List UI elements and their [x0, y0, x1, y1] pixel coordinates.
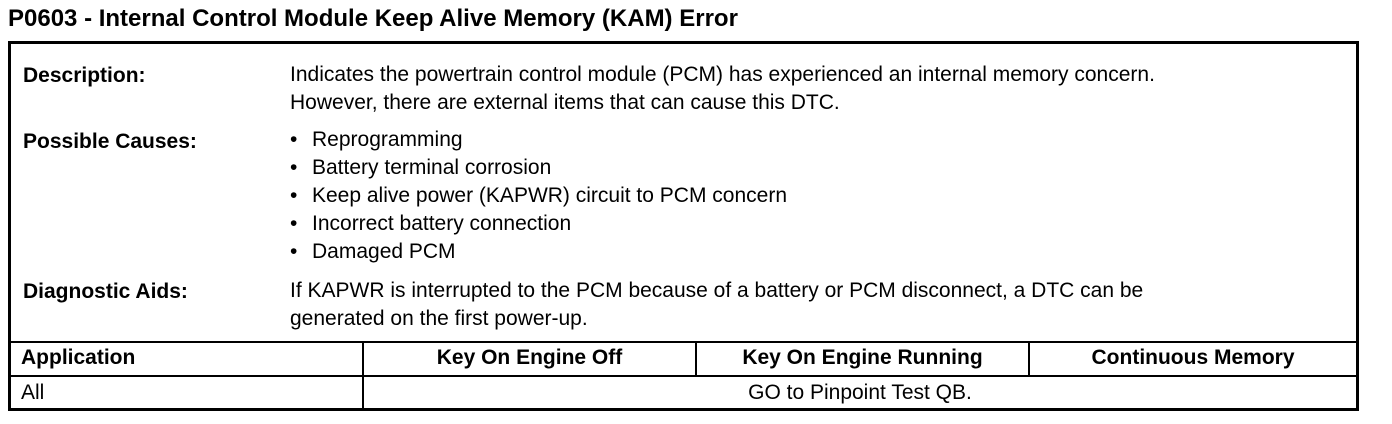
cause-item: • Reprogramming	[290, 126, 787, 154]
pinpoint-test-instruction: GO to Pinpoint Test QB.	[748, 381, 972, 404]
diagnostic-aids-text	[290, 277, 1143, 333]
possible-causes-label: Possible Causes:	[23, 130, 197, 153]
application-value: All	[21, 381, 45, 404]
cause-item: • Incorrect battery connection	[290, 210, 787, 238]
header-key-on-engine-running: Key On Engine Running	[742, 346, 983, 369]
description-line: However, there are external items that can cause this DTC.	[290, 91, 840, 114]
possible-causes-list	[290, 126, 787, 266]
cause-item: • Damaged PCM	[290, 238, 787, 266]
description-text	[290, 61, 1155, 117]
dtc-info-table	[8, 41, 1359, 411]
description-line: Indicates the powertrain control module (PCM) has experienced an internal memory concern.	[290, 63, 1155, 86]
description-label: Description:	[23, 64, 146, 87]
table-divider	[11, 375, 1356, 377]
header-application: Application	[21, 346, 136, 369]
diagnostic-aids-line: If KAPWR is interrupted to the PCM because of a battery or PCM disconnect, a DTC can be	[290, 279, 1144, 302]
diagnostic-aids-line: generated on the first power-up.	[290, 307, 588, 330]
cause-item: • Battery terminal corrosion	[290, 154, 787, 182]
header-continuous-memory: Continuous Memory	[1091, 346, 1295, 369]
diagnostic-aids-label: Diagnostic Aids:	[23, 280, 188, 303]
page-title: P0603 - Internal Control Module Keep Alive Memory (KAM) Error	[8, 5, 738, 32]
header-key-on-engine-off: Key On Engine Off	[436, 346, 623, 369]
cause-item: • Keep alive power (KAPWR) circuit to PCM concern	[290, 182, 787, 210]
